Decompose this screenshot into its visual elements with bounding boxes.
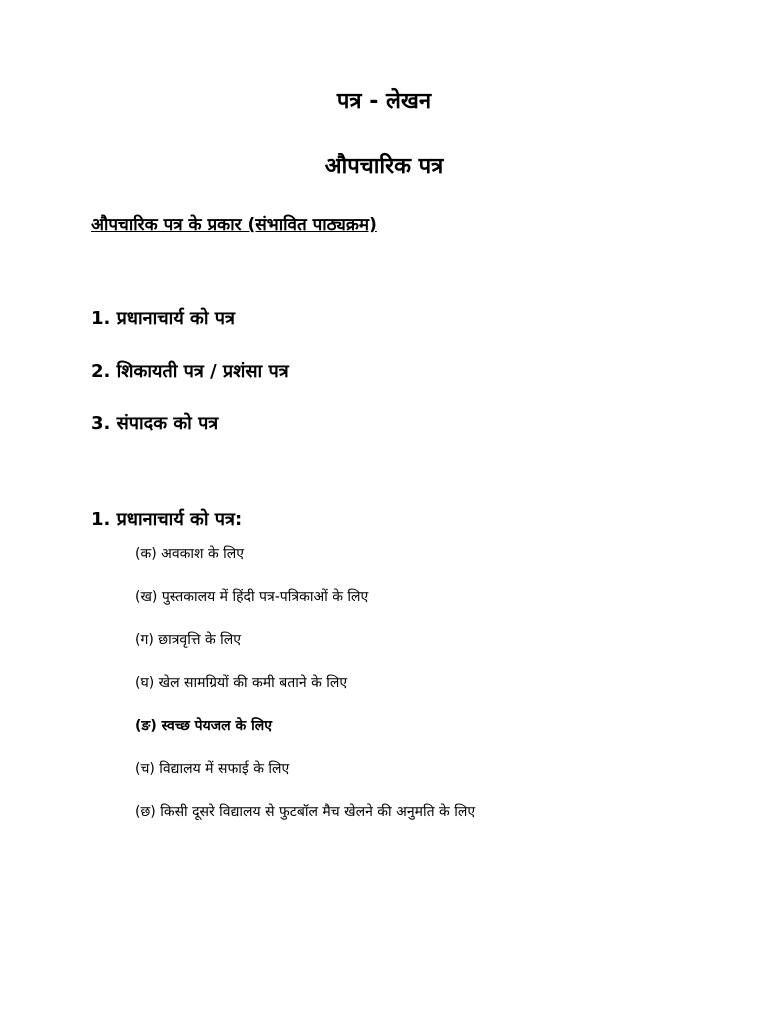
occasions-list [135, 544, 475, 845]
occasion-item: (क) अवकाश के लिए [135, 546, 245, 562]
occasion-item: (छ) किसी दूसरे विद्यालय से फुटबॉल मैच खेलने की अनुमति के लिए [135, 804, 476, 820]
letter-type-item: 2. शिकायती पत्र / प्रशंसा पत्र [91, 360, 289, 382]
types-heading: औपचारिक पत्र के प्रकार (संभावित पाठ्यक्रम) [91, 215, 377, 235]
page-subtitle: औपचारिक पत्र [324, 154, 444, 179]
occasion-item: (ग) छात्रवृत्ति के लिए [135, 632, 242, 648]
section-heading: 1. प्रधानाचार्य को पत्र: [91, 509, 243, 530]
letter-type-item: 1. प्रधानाचार्य को पत्र [91, 308, 235, 329]
occasion-item: (घ) खेल सामग्रियों की कमी बताने के लिए [135, 675, 348, 691]
letter-types-list [91, 307, 289, 465]
letter-type-item: 3. संपादक को पत्र [91, 413, 219, 434]
occasion-item: (ख) पुस्तकालय में हिंदी पत्र-पत्रिकाओं के लिए [135, 589, 369, 605]
occasion-item: (च) विद्यालय में सफाई के लिए [135, 761, 290, 777]
occasion-item: (ङ) स्वच्छ पेयजल के लिए [135, 718, 272, 734]
page-title: पत्र - लेखन [336, 89, 432, 114]
